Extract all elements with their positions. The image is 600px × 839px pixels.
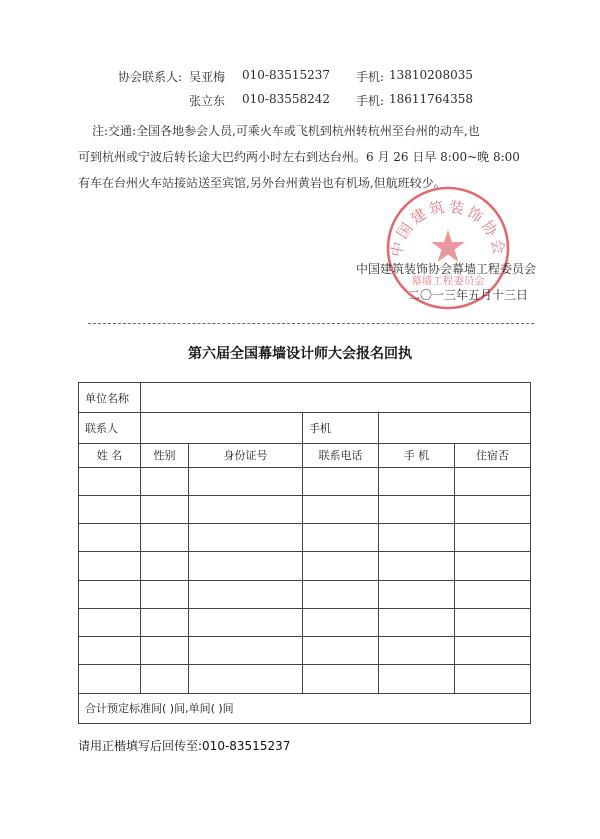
contact-label: 协会联系人:	[118, 70, 183, 84]
form-title: 第六届全国幕墙设计师大会报名回执	[188, 346, 412, 362]
table-row	[79, 665, 531, 693]
fax-instruction: 请用正楷填写后回传至:010-83515237	[78, 739, 291, 753]
cell-name[interactable]	[79, 495, 141, 523]
seal-inner-text: 幕墙工程委员会	[411, 275, 485, 287]
table-row	[79, 637, 531, 665]
cell-name[interactable]	[79, 524, 141, 552]
cell-gender[interactable]	[141, 580, 189, 608]
unit-name-field[interactable]	[141, 383, 531, 413]
cell-lodging[interactable]	[455, 608, 531, 636]
total-row	[79, 693, 531, 723]
cell-phone[interactable]	[303, 608, 379, 636]
cell-mobile[interactable]	[379, 580, 455, 608]
table-row	[79, 608, 531, 636]
cell-mobile[interactable]	[379, 637, 455, 665]
signature-org: 中国建筑装饰协会幕墙工程委员会	[356, 262, 537, 276]
registration-form	[78, 382, 531, 724]
cell-id-number[interactable]	[189, 580, 303, 608]
cell-lodging[interactable]	[455, 637, 531, 665]
cell-mobile[interactable]	[379, 467, 455, 495]
col-header-lodging: 住宿否	[455, 443, 531, 467]
cell-name[interactable]	[79, 608, 141, 636]
cell-gender[interactable]	[141, 665, 189, 693]
col-header-id-number: 身份证号	[189, 443, 303, 467]
contact-mobile-label-1: 手机:	[356, 70, 385, 84]
room-total-field[interactable]: 合计预定标准间( )间,单间( )间	[79, 693, 531, 723]
contact-row	[79, 413, 531, 443]
cell-gender[interactable]	[141, 608, 189, 636]
cell-gender[interactable]	[141, 552, 189, 580]
cell-phone[interactable]	[303, 665, 379, 693]
cell-id-number[interactable]	[189, 608, 303, 636]
cell-phone[interactable]	[303, 467, 379, 495]
cell-id-number[interactable]	[189, 665, 303, 693]
col-header-phone: 联系电话	[303, 443, 379, 467]
cell-lodging[interactable]	[455, 524, 531, 552]
cell-gender[interactable]	[141, 524, 189, 552]
col-header-mobile: 手 机	[379, 443, 455, 467]
col-header-name: 姓 名	[79, 443, 141, 467]
note-line-2: 可到杭州或宁波后转长途大巴约两小时左右到达台州。6 月 26 日早 8:00~晚 8:00	[78, 150, 520, 164]
contact-name-1: 吴亚梅	[189, 70, 226, 84]
table-row	[79, 524, 531, 552]
cell-phone[interactable]	[303, 552, 379, 580]
signature-date: 二〇一三年五月十三日	[408, 288, 529, 302]
contact-mobile-1: 13810208035	[389, 68, 473, 82]
contact-person-field[interactable]	[141, 413, 303, 443]
unit-row	[79, 383, 531, 413]
form-mobile-label: 手机	[303, 413, 379, 443]
cell-lodging[interactable]	[455, 495, 531, 523]
cell-mobile[interactable]	[379, 495, 455, 523]
cell-lodging[interactable]	[455, 580, 531, 608]
contact-phone-2: 010-83558242	[242, 92, 331, 106]
cell-lodging[interactable]	[455, 665, 531, 693]
cell-gender[interactable]	[141, 637, 189, 665]
cell-mobile[interactable]	[379, 552, 455, 580]
table-row	[79, 552, 531, 580]
contact-mobile-label-2: 手机:	[356, 94, 385, 108]
table-header-row	[79, 443, 531, 467]
cell-mobile[interactable]	[379, 524, 455, 552]
cell-name[interactable]	[79, 467, 141, 495]
col-header-gender: 性别	[141, 443, 189, 467]
cell-id-number[interactable]	[189, 552, 303, 580]
contact-name-2: 张立东	[189, 94, 226, 108]
cell-id-number[interactable]	[189, 524, 303, 552]
cell-phone[interactable]	[303, 637, 379, 665]
cell-mobile[interactable]	[379, 608, 455, 636]
note-line-1: 注:交通:全国各地参会人员,可乘火车或飞机到杭州转杭州至台州的动车,也	[92, 124, 480, 138]
cell-name[interactable]	[79, 665, 141, 693]
form-mobile-field[interactable]	[379, 413, 531, 443]
cell-phone[interactable]	[303, 524, 379, 552]
cell-gender[interactable]	[141, 467, 189, 495]
unit-name-label: 单位名称	[79, 383, 141, 413]
table-row	[79, 580, 531, 608]
cell-name[interactable]	[79, 580, 141, 608]
cell-id-number[interactable]	[189, 637, 303, 665]
cell-phone[interactable]	[303, 495, 379, 523]
cell-name[interactable]	[79, 637, 141, 665]
cell-lodging[interactable]	[455, 467, 531, 495]
contact-phone-1: 010-83515237	[242, 68, 331, 82]
cell-phone[interactable]	[303, 580, 379, 608]
seal-outer-text: 中国建筑装饰协会	[387, 197, 509, 259]
cell-name[interactable]	[79, 552, 141, 580]
table-row	[79, 467, 531, 495]
cell-gender[interactable]	[141, 495, 189, 523]
cut-line-divider	[88, 323, 534, 324]
cell-mobile[interactable]	[379, 665, 455, 693]
cell-id-number[interactable]	[189, 467, 303, 495]
contact-person-label: 联系人	[79, 413, 141, 443]
table-row	[79, 495, 531, 523]
contact-mobile-2: 18611764358	[389, 92, 473, 106]
note-line-3: 有车在台州火车站接站送至宾馆,另外台州黄岩也有机场,但航班较少。	[78, 176, 446, 190]
cell-lodging[interactable]	[455, 552, 531, 580]
cell-id-number[interactable]	[189, 495, 303, 523]
